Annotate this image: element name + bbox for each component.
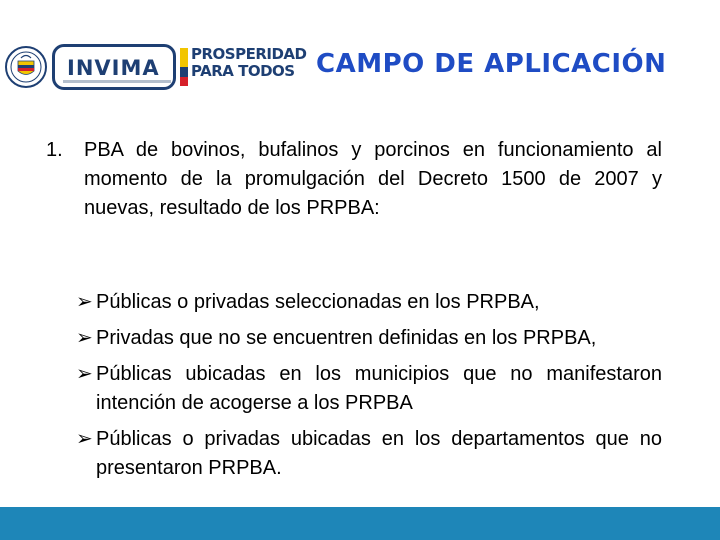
bullet-item — [76, 425, 662, 483]
invima-tagline-strip — [63, 80, 171, 83]
bullet-text: Públicas o privadas ubicadas en los departamentos que no presentaron PRPBA. — [96, 428, 662, 479]
bullet-text: Privadas que no se encuentren definidas en los PRPBA, — [96, 327, 597, 349]
arrow-bullet-icon: ➢ — [76, 428, 93, 450]
prosperidad-line2: PARA TODOS — [191, 62, 295, 80]
bullet-text: Públicas ubicadas en los municipios que no manifestaron intención de acogerse a los PRPBA — [96, 363, 662, 414]
arrow-bullet-icon: ➢ — [76, 327, 93, 349]
page-title: CAMPO DE APLICACIÓN — [316, 49, 667, 79]
item-text: PBA de bovinos, bufalinos y porcinos en funcionamiento al momento de la promulgación del Decreto 1500 de 2007 y nuevas, resultado de los PRPBA: — [84, 139, 662, 219]
item-number: 1. — [46, 139, 63, 161]
bullet-item — [76, 324, 662, 353]
header — [0, 0, 720, 100]
colombia-seal-icon — [5, 44, 47, 90]
bullet-item — [76, 360, 662, 418]
bullet-text: Públicas o privadas seleccionadas en los PRPBA, — [96, 291, 540, 313]
footer-bar — [0, 507, 720, 540]
bullet-list — [76, 288, 662, 490]
prosperidad-line1: PROSPERIDAD — [191, 45, 307, 63]
colombia-flag-icon — [180, 48, 188, 86]
prosperidad-logo — [191, 46, 306, 80]
invima-logo-text: INVIMA — [67, 56, 160, 80]
numbered-item — [46, 136, 662, 223]
invima-logo — [52, 44, 176, 90]
arrow-bullet-icon: ➢ — [76, 363, 93, 385]
arrow-bullet-icon: ➢ — [76, 291, 93, 313]
bullet-item — [76, 288, 662, 317]
